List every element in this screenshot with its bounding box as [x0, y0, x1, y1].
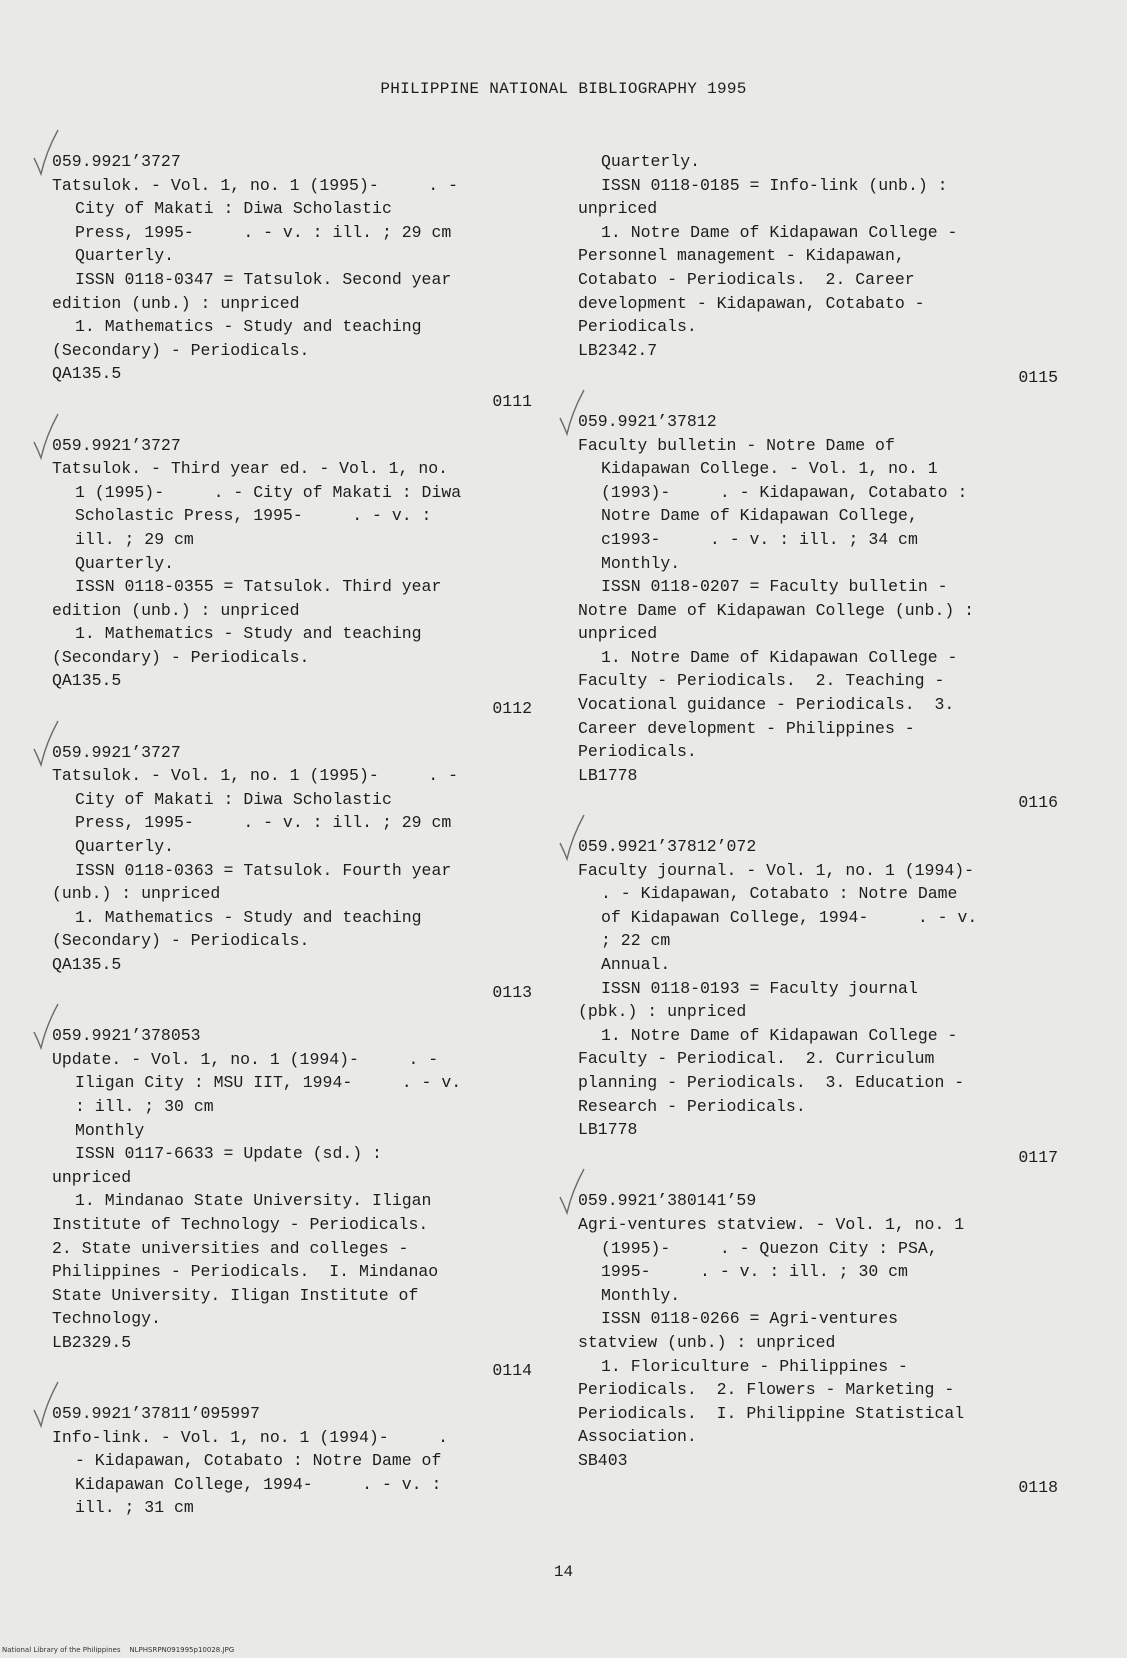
entry-line: Periodicals. — [578, 742, 697, 762]
entry-line: 1. Mindanao State University. Iligan — [75, 1191, 432, 1211]
entry-line: Research - Periodicals. — [578, 1096, 806, 1116]
entry-line: (unb.) : unpriced — [52, 884, 221, 904]
entry-line: unpriced — [578, 624, 658, 644]
entry-line: 1. Notre Dame of Kidapawan College - — [601, 222, 958, 242]
entry-number: 0118 — [1018, 1478, 1058, 1498]
handwritten-check-icon — [558, 388, 586, 438]
entry-line: Technology. — [52, 1309, 161, 1329]
entry-line: Notre Dame of Kidapawan College (unb.) : — [578, 600, 975, 620]
entry-line: ISSN 0118-0266 = Agri-ventures — [601, 1309, 899, 1329]
entry-line: Faculty - Periodical. 2. Curriculum — [578, 1049, 935, 1069]
entry-number: 0114 — [492, 1360, 532, 1380]
entry-line: Quarterly. — [75, 553, 175, 573]
entry-line: ISSN 0118-0363 = Tatsulok. Fourth year — [75, 860, 452, 880]
entry-line: c1993- . - v. : ill. ; 34 cm — [601, 529, 918, 549]
entry-line: Annual. — [601, 955, 671, 974]
entry-line: QA135.5 — [52, 364, 122, 384]
entry-number: 0111 — [492, 391, 532, 411]
entry-line: 1 (1995)- . - City of Makati : Diwa — [75, 482, 462, 502]
entry-line: Press, 1995- . - v. : ill. ; 29 cm — [75, 222, 452, 242]
entry-line: SB403 — [578, 1450, 628, 1470]
entry-line: Tatsulok. - Vol. 1, no. 1 (1995)- . - — [52, 766, 458, 786]
entry-line: 1. Mathematics - Study and teaching — [75, 624, 422, 644]
entry-line: Quarterly. — [75, 837, 175, 857]
handwritten-check-icon — [32, 1002, 60, 1052]
entry-line: planning - Periodicals. 3. Education - — [578, 1072, 965, 1092]
classification-number: 059.9921’3727 — [52, 152, 181, 171]
handwritten-check-icon — [32, 719, 60, 769]
entry-line: development - Kidapawan, Cotabato - — [578, 293, 925, 313]
entry-line: unpriced — [52, 1167, 132, 1187]
entry-line: Vocational guidance - Periodicals. 3. — [578, 695, 955, 715]
entry-line: edition (unb.) : unpriced — [52, 293, 300, 313]
entry-line: City of Makati : Diwa Scholastic — [75, 789, 392, 809]
entry-line: (Secondary) - Periodicals. — [52, 647, 310, 667]
entry-line: QA135.5 — [52, 955, 122, 974]
handwritten-check-icon — [32, 1380, 60, 1430]
entry-line: Quarterly. — [601, 152, 701, 171]
entry-line: Periodicals. I. Philippine Statistical — [578, 1403, 965, 1423]
classification-number: 059.9921’380141’59 — [578, 1191, 757, 1211]
page-number: 14 — [553, 1563, 574, 1581]
classification-number: 059.9921’378053 — [52, 1026, 201, 1046]
entry-line: (Secondary) - Periodicals. — [52, 340, 310, 360]
entry-line: ISSN 0118-0355 = Tatsulok. Third year — [75, 577, 442, 597]
entry-line: . - Kidapawan, Cotabato : Notre Dame — [601, 884, 958, 904]
entry-line: Career development - Philippines - — [578, 718, 915, 738]
entry-line: Info-link. - Vol. 1, no. 1 (1994)- . — [52, 1427, 449, 1447]
entry-line: ISSN 0118-0185 = Info-link (unb.) : — [601, 175, 948, 195]
handwritten-check-icon — [558, 1167, 586, 1217]
entry-line: (Secondary) - Periodicals. — [52, 931, 310, 951]
entry-line: LB1778 — [578, 765, 638, 785]
scan-footer — [2, 1646, 234, 1654]
entry-line: Kidapawan College, 1994- . - v. : — [75, 1474, 442, 1494]
bibliography-entry — [52, 1402, 542, 1520]
entry-line: 1995- . - v. : ill. ; 30 cm — [601, 1262, 908, 1282]
bibliography-entry — [578, 835, 1068, 1169]
handwritten-check-icon — [32, 128, 60, 178]
classification-number: 059.9921’37812 — [578, 411, 717, 431]
entry-line: ; 22 cm — [601, 931, 671, 951]
entry-line: Institute of Technology - Periodicals. — [52, 1214, 429, 1234]
entry-number: 0113 — [492, 982, 532, 1002]
classification-number: 059.9921’37812’072 — [578, 837, 757, 857]
bibliography-entry — [578, 150, 1068, 390]
classification-number: 059.9921’3727 — [52, 742, 181, 762]
classification-number: 059.9921’37811’095997 — [52, 1404, 260, 1424]
entry-line: Press, 1995- . - v. : ill. ; 29 cm — [75, 813, 452, 833]
entry-line: Monthly. — [601, 553, 681, 573]
entry-line: Cotabato - Periodicals. 2. Career — [578, 269, 915, 289]
entry-line: Faculty - Periodicals. 2. Teaching - — [578, 671, 945, 691]
entry-line: Scholastic Press, 1995- . - v. : — [75, 506, 432, 526]
bibliography-entry — [52, 150, 542, 414]
entry-number: 0112 — [492, 699, 532, 719]
handwritten-check-icon — [32, 412, 60, 462]
page-title: PHILIPPINE NATIONAL BIBLIOGRAPHY 1995 — [380, 80, 747, 98]
entry-line: (pbk.) : unpriced — [578, 1002, 747, 1022]
entry-line: State University. Iligan Institute of — [52, 1285, 419, 1305]
entry-line: Tatsulok. - Vol. 1, no. 1 (1995)- . - — [52, 175, 458, 195]
entry-line: 1. Notre Dame of Kidapawan College - — [601, 647, 958, 667]
entry-line: Faculty bulletin - Notre Dame of — [578, 435, 895, 455]
entry-line: Philippines - Periodicals. I. Mindanao — [52, 1262, 439, 1282]
entry-line: Iligan City : MSU IIT, 1994- . - v. — [75, 1073, 462, 1093]
entry-number: 0116 — [1018, 793, 1058, 813]
right-column — [578, 150, 1068, 1520]
entry-line: Kidapawan College. - Vol. 1, no. 1 — [601, 459, 938, 479]
entry-line: Update. - Vol. 1, no. 1 (1994)- . - — [52, 1049, 439, 1069]
entry-number: 0117 — [1018, 1147, 1058, 1167]
entry-line: ISSN 0117-6633 = Update (sd.) : — [75, 1144, 382, 1164]
entry-line: : ill. ; 30 cm — [75, 1096, 214, 1116]
entry-line: 1. Mathematics - Study and teaching — [75, 317, 422, 337]
entry-line: Periodicals. 2. Flowers - Marketing - — [578, 1380, 955, 1400]
entry-line: Monthly — [75, 1120, 145, 1140]
entry-line: Association. — [578, 1427, 697, 1447]
entry-line: LB2329.5 — [52, 1332, 132, 1352]
entry-line: Notre Dame of Kidapawan College, — [601, 506, 918, 526]
footer-file: NLPHSRPN091995p10028.JPG — [129, 1646, 235, 1654]
entry-line: statview (unb.) : unpriced — [578, 1332, 836, 1352]
entry-line: unpriced — [578, 199, 658, 219]
entry-line: Faculty journal. - Vol. 1, no. 1 (1994)- — [578, 860, 975, 880]
entry-line: - Kidapawan, Cotabato : Notre Dame of — [75, 1451, 442, 1471]
entry-line: 1. Notre Dame of Kidapawan College - — [601, 1025, 958, 1045]
entry-line: 1. Floriculture - Philippines - — [601, 1356, 908, 1376]
entry-line: Periodicals. — [578, 317, 697, 337]
entry-line: 2. State universities and colleges - — [52, 1238, 409, 1258]
entry-line: City of Makati : Diwa Scholastic — [75, 199, 392, 219]
entry-line: Quarterly. — [75, 246, 175, 266]
entry-line: edition (unb.) : unpriced — [52, 600, 300, 620]
left-column — [52, 150, 542, 1540]
entry-number: 0115 — [1018, 368, 1058, 388]
entry-line: (1995)- . - Quezon City : PSA, — [601, 1238, 938, 1258]
entry-line: ill. ; 31 cm — [75, 1498, 194, 1518]
entry-line: LB1778 — [578, 1120, 638, 1140]
entry-line: QA135.5 — [52, 671, 122, 691]
entry-line: Tatsulok. - Third year ed. - Vol. 1, no. — [52, 459, 449, 479]
entry-line: of Kidapawan College, 1994- . - v. — [601, 907, 978, 927]
entry-line: ill. ; 29 cm — [75, 529, 194, 549]
entry-line: Personnel management - Kidapawan, — [578, 246, 905, 266]
entry-line: Monthly. — [601, 1285, 681, 1305]
entry-line: ISSN 0118-0207 = Faculty bulletin - — [601, 577, 948, 597]
entry-line: 1. Mathematics - Study and teaching — [75, 907, 422, 927]
entry-line: ISSN 0118-0193 = Faculty journal — [601, 978, 918, 998]
entry-line: ISSN 0118-0347 = Tatsulok. Second year — [75, 269, 452, 289]
entry-line: Agri-ventures statview. - Vol. 1, no. 1 — [578, 1214, 965, 1234]
entry-line: (1993)- . - Kidapawan, Cotabato : — [601, 482, 968, 502]
entry-line: LB2342.7 — [578, 340, 658, 360]
handwritten-check-icon — [558, 813, 586, 863]
bibliography-entry — [52, 741, 542, 1005]
footer-library: National Library of the Philippines — [2, 1646, 121, 1654]
bibliography-entry — [578, 1189, 1068, 1500]
bibliography-entry — [52, 434, 542, 721]
bibliography-entry — [578, 410, 1068, 815]
bibliography-entry — [52, 1024, 542, 1382]
classification-number: 059.9921’3727 — [52, 435, 181, 455]
